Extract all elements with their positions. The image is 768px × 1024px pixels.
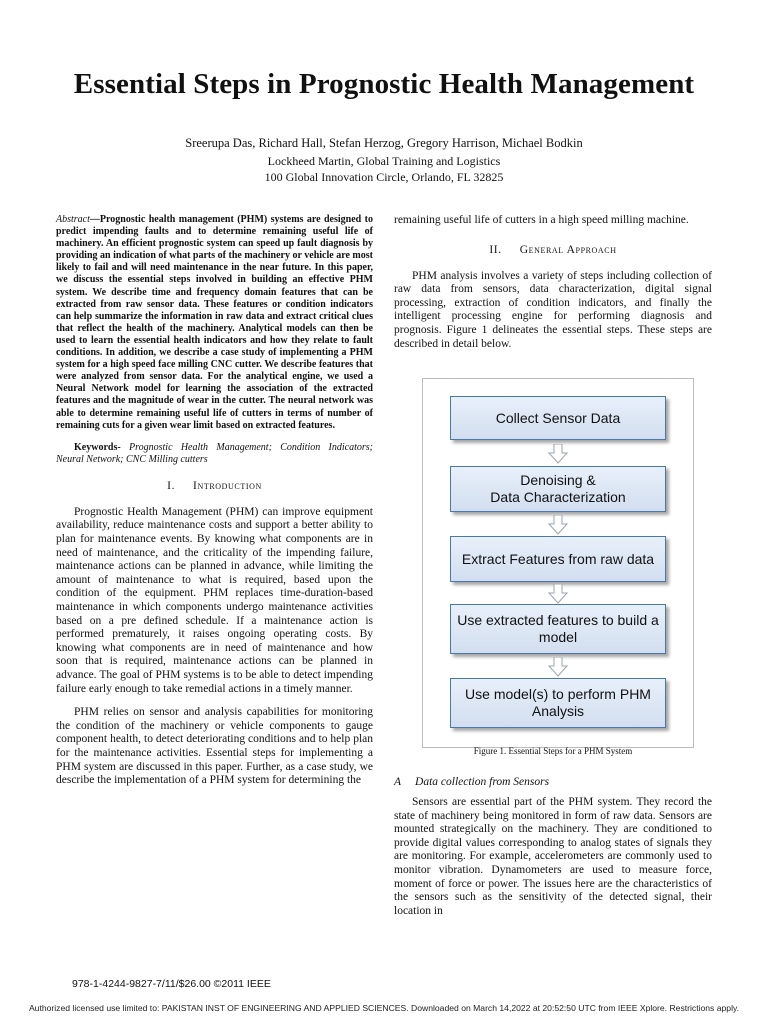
keywords-text: Prognostic Health Management; Condition Indicators; Neural Network; CNC Milling cutters [56,441,373,465]
keywords-label: Keywords- [74,441,121,453]
left-column [56,214,373,788]
intro-paragraph-2: PHM relies on sensor and analysis capabilities for monitoring the condition of the machinery or vehicle components to gauge component health, to detect deteriorating conditions and to help plan for the maintenance activities. Essential steps for implementing a PHM system are discussed in this paper. Further, as a case study, we describe the implementation of a PHM system for determining the [56,706,373,787]
flow-step-4: Use extracted features to build a model [450,604,666,654]
figure-1-flowchart [422,378,694,748]
copyright-notice: 978-1-4244-9827-7/11/$26.00 ©2011 IEEE [72,978,271,990]
subsection-a [394,764,712,918]
down-arrow-icon [548,515,568,535]
paper-title: Essential Steps in Prognostic Health Management [73,68,695,100]
affiliation-organization: Lockheed Martin, Global Training and Logistics [267,154,501,168]
section-heading-general-approach [394,244,712,256]
section-number: II. [489,243,502,256]
flow-step-1: Collect Sensor Data [450,396,666,440]
intro-paragraph-2-continued: remaining useful life of cutters in a high speed milling machine. [394,214,689,226]
section-heading-introduction [56,480,373,492]
flow-step-3: Extract Features from raw data [450,536,666,582]
flow-step-2: Denoising & Data Characterization [450,466,666,512]
right-column [394,214,712,351]
abstract-label: Abstract [56,214,90,225]
down-arrow-icon [548,657,568,677]
affiliation-address: 100 Global Innovation Circle, Orlando, FL 32825 [264,170,504,184]
section-number: I. [167,479,176,492]
figure-1-caption: Figure 1. Essential Steps for a PHM System [473,746,633,756]
down-arrow-icon [548,444,568,464]
author-list: Sreerupa Das, Richard Hall, Stefan Herzog, Gregory Harrison, Michael Bodkin [185,136,583,150]
keywords [56,442,373,466]
abstract-dash: — [89,214,100,225]
subsection-letter: A [394,776,402,788]
down-arrow-icon [548,584,568,604]
intro-paragraph-1: Prognostic Health Management (PHM) can improve equipment availability, reduce maintenance costs and support a better ability to plan for maintenance events. By knowing what components are in need of maintenance, and the criticality of the impending failure, maintenance actions can be planned in advance, while limiting the amount of maintenance to what is required, based upon the condition of the equipment. PHM replaces time-duration-based maintenance in which components undergo maintenance activities based on a pre defined schedule. If a maintenance action is performed prematurely, it raises ongoing operating costs. By knowing what components are in need of maintenance and how soon that is required, maintenance actions can be planned in advance. The goal of PHM systems is to be able to detect impending failure early enough to take remedial actions in a timely manner. [56,505,373,695]
abstract-text: Prognostic health management (PHM) systems are designed to predict impending faults and to determine remaining useful life of machinery. An efficient prognostic system can speed up fault diagnosis by providing an indication of what parts of the machinery or vehicle are most likely to fail and will need maintenance in the near future. In this paper, we discuss the essential steps involved in building an effective PHM system. We describe time and frequency domain features that can be extracted from raw sensor data. These features or condition indicators can help summarize the information in raw data and extract critical clues that reflect the health of the machinery. Analytical models can then be used to learn the essential health indicators and how they relate to fault conditions. In addition, we describe a case study of implementing a PHM system for a high speed face milling CNC cutter. We describe features that were analyzed from sensor data. For the analytical engine, we used a Neural Network model for learning the association of the extracted features and the magnitude of wear in the cutter. The neural network was able to determine remaining useful life of cutters in terms of number of remaining cuts for a given wear limit based on extracted features. [56,214,373,431]
flow-step-5: Use model(s) to perform PHM Analysis [450,678,666,728]
abstract [56,214,373,432]
subsection-title: Data collection from Sensors [415,776,550,788]
subsection-heading-data-collection [394,776,712,788]
approach-paragraph-1: PHM analysis involves a variety of steps including collection of raw data from sensors, data characterization, digital signal processing, extraction of condition indicators, and finally the intelligent processing engine for performing diagnosis and prognosis. Figure 1 delineates the essential steps. These steps are described in detail below. [394,269,712,350]
license-footer: Authorized licensed use limited to: PAKISTAN INST OF ENGINEERING AND APPLIED SCIENCES. Downloaded on March 14,2022 at 20:52:50 UTC from IEEE Xplore. Restrictions apply. [28,1003,740,1013]
section-title: General Approach [519,243,617,256]
data-collection-paragraph-1: Sensors are essential part of the PHM system. They record the state of machinery being monitored in form of raw data. Sensors are mounted strategically on the machinery. They are conditioned to provide digital values corresponding to analog states of signals they are monitoring. For example, accelerometers are commonly used to monitor vibration. Dynamometers are used to measure force, moment of force or power. The issues here are the characteristics of the sensors such as the sensitivity of the detected signal, their location in [394,796,712,917]
section-title: Introduction [193,479,262,492]
